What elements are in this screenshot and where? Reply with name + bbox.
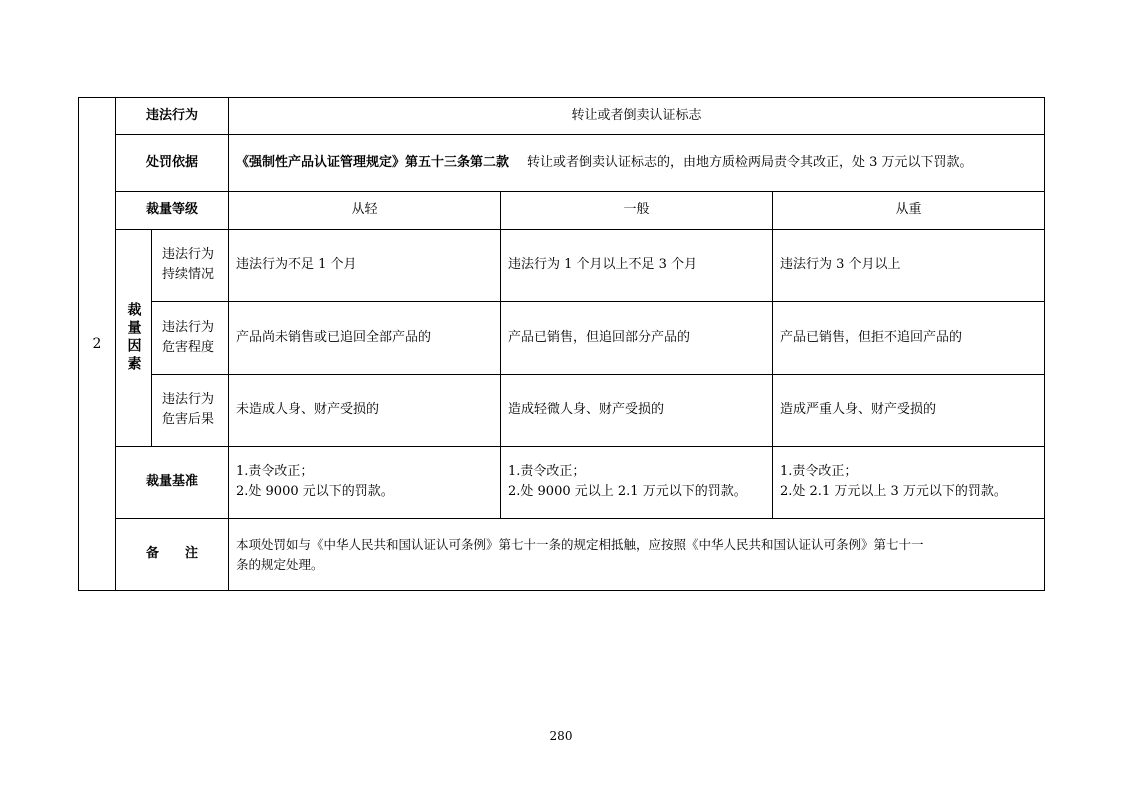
factor-name-line: 违法行为: [162, 320, 215, 335]
basis-text: 转让或者倒卖认证标志的，由地方质检两局责令其改正，处 3 万元以下罚款。: [527, 154, 973, 170]
factor-cell: 产品尚未销售或已追回全部产品的: [236, 329, 432, 345]
level-heavy: 从重: [895, 202, 922, 217]
standard-line: 2.处 2.1 万元以上 3 万元以下的罚款。: [780, 484, 1007, 499]
factor-name-line: 持续情况: [162, 267, 215, 282]
basis-regulation: 《强制性产品认证管理规定》第五十三条第二款: [236, 154, 510, 170]
level-light: 从轻: [351, 202, 378, 217]
factor-cell: 造成轻微人身、财产受损的: [508, 402, 665, 417]
column-divider: [151, 229, 152, 446]
note-content: [236, 535, 1044, 575]
level-general: 一般: [623, 202, 650, 217]
factors-label: 裁量因素: [125, 301, 142, 374]
standard-cell: [236, 462, 500, 502]
row-divider: [115, 446, 1045, 447]
factor-cell: 违法行为不足 1 个月: [236, 257, 357, 272]
column-divider: [500, 191, 501, 518]
standard-line: 1.责令改正；: [780, 464, 858, 479]
factor-name: [162, 390, 228, 430]
column-divider: [228, 97, 229, 590]
standard-line: 2.处 9000 元以上 2.1 万元以下的罚款。: [508, 484, 747, 499]
violation-value: 转让或者倒卖认证标志: [571, 107, 702, 123]
standard-label: 裁量基准: [145, 474, 198, 489]
table-bottom-border: [78, 590, 1045, 591]
standard-line: 1.责令改正；: [236, 464, 314, 479]
factor-cell: 违法行为 1 个月以上不足 3 个月: [508, 257, 698, 272]
factor-name-line: 违法行为: [162, 247, 215, 262]
column-divider: [772, 191, 773, 518]
factor-cell: 违法行为 3 个月以上: [780, 257, 901, 272]
table-right-border: [1044, 97, 1045, 590]
basis-label: 处罚依据: [145, 154, 198, 170]
note-line: 条的规定处理。: [236, 557, 324, 572]
factor-name-line: 危害后果: [162, 412, 215, 427]
factor-cell: 未造成人身、财产受损的: [236, 402, 380, 417]
standard-cell: [508, 462, 772, 502]
row-divider: [115, 518, 1045, 519]
item-number: 2: [92, 335, 102, 352]
note-label: 备 注: [145, 546, 198, 561]
standard-line: 2.处 9000 元以下的罚款。: [236, 484, 394, 499]
factor-name: [162, 245, 228, 285]
basis-content: [236, 134, 1044, 191]
level-label: 裁量等级: [145, 202, 198, 217]
factor-cell: 产品已销售，但拒不追回产品的: [780, 329, 963, 345]
note-line: 本项处罚如与《中华人民共和国认证认可条例》第七十一条的规定相抵触，应按照《中华人民共和国认证认可条例》第七十一: [236, 537, 924, 552]
factor-name: [162, 318, 228, 358]
factor-cell: 造成严重人身、财产受损的: [780, 402, 937, 417]
violation-label: 违法行为: [145, 107, 198, 123]
factor-name-line: 违法行为: [162, 392, 215, 407]
page-number: 280: [549, 729, 573, 743]
standard-cell: [780, 462, 1044, 502]
standard-line: 1.责令改正；: [508, 464, 586, 479]
factor-cell: 产品已销售，但追回部分产品的: [508, 329, 691, 345]
factor-name-line: 危害程度: [162, 340, 215, 355]
